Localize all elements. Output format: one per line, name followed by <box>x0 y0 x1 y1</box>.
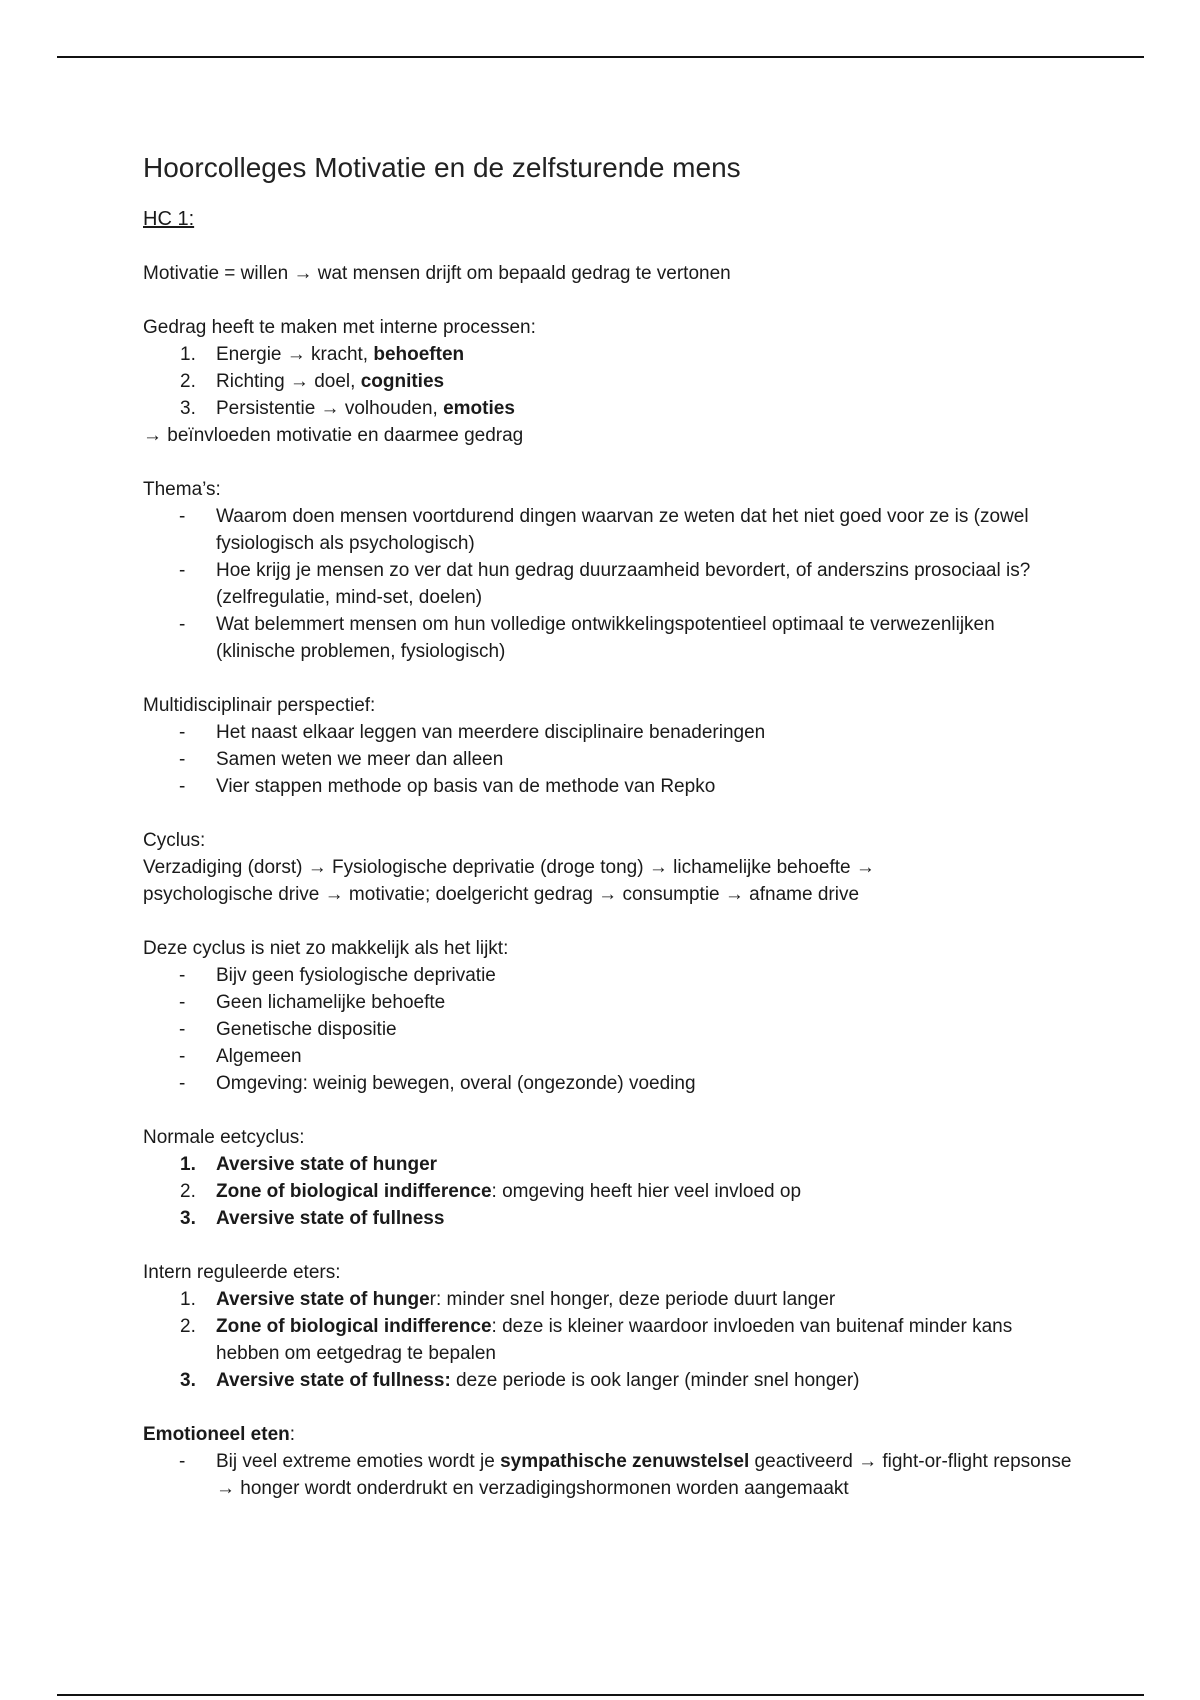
list-item: 1. Aversive state of hunger: minder snel honger, deze periode duurt langer <box>180 1289 836 1310</box>
deze-heading: Deze cyclus is niet zo makkelijk als het lijkt: <box>143 938 509 959</box>
multi-list <box>143 719 1073 800</box>
normale-heading: Normale eetcyclus: <box>143 1127 305 1148</box>
list-item: - Geen lichamelijke behoefte <box>179 992 446 1013</box>
list-item: - Wat belemmert mensen om hun volledige ontwikkelingspotentieel optimaal te verwezenlijken (klinische problemen, fysiologisch) <box>179 614 995 662</box>
list-item: - Het naast elkaar leggen van meerdere disciplinaire benaderingen <box>179 722 766 743</box>
cyclus-line: psychologische drive → motivatie; doelgericht gedrag → consumptie → afname drive <box>143 884 860 905</box>
list-item: 3. Aversive state of fullness <box>180 1208 445 1229</box>
list-item: 2. Richting → doel, cognities <box>180 371 445 392</box>
multi-heading: Multidisciplinair perspectief: <box>143 695 376 716</box>
deze-list <box>143 962 1073 1097</box>
list-item: - Vier stappen methode op basis van de methode van Repko <box>179 776 716 797</box>
list-item: 1. Energie → kracht, behoeften <box>180 344 465 365</box>
list-item: - Samen weten we meer dan alleen <box>179 749 504 770</box>
intern-list <box>143 1286 1073 1394</box>
list-item: 2. Zone of biological indifference: omgeving heeft hier veel invloed op <box>180 1181 802 1202</box>
cyclus-heading: Cyclus: <box>143 830 206 851</box>
list-item: - Hoe krijg je mensen zo ver dat hun gedrag duurzaamheid bevordert, of anderszins prosociaal is? (zelfregulatie, mind-set, doelen) <box>179 560 1031 608</box>
footer-rule <box>57 1694 1144 1696</box>
header-rule <box>57 56 1144 58</box>
list-item: 1. Aversive state of hunger <box>180 1154 438 1175</box>
document-title: Hoorcolleges Motivatie en de zelfsturende mens <box>143 152 741 183</box>
gedrag-list <box>143 341 1073 422</box>
gedrag-conclusion: → beïnvloeden motivatie en daarmee gedrag <box>143 425 524 446</box>
normale-list <box>143 1151 1073 1232</box>
list-item: - Bij veel extreme emoties wordt je sympathische zenuwstelsel geactiveerd → fight-or-flight repsonse → honger wordt onderdrukt en verzadigingshormonen worden aangemaakt <box>179 1451 1072 1499</box>
gedrag-heading: Gedrag heeft te maken met interne processen: <box>143 317 536 338</box>
themas-heading: Thema’s: <box>143 479 221 500</box>
emotioneel-heading: Emotioneel eten: <box>143 1424 296 1445</box>
emotioneel-list <box>143 1448 1073 1502</box>
list-item: - Omgeving: weinig bewegen, overal (ongezonde) voeding <box>179 1073 696 1094</box>
list-item: - Genetische dispositie <box>179 1019 397 1040</box>
motivatie-definition: Motivatie = willen → wat mensen drijft om bepaald gedrag te vertonen <box>143 263 731 284</box>
list-item: - Bijv geen fysiologische deprivatie <box>179 965 496 986</box>
intern-heading: Intern reguleerde eters: <box>143 1262 341 1283</box>
document-body <box>143 140 1073 1502</box>
list-item: - Algemeen <box>179 1046 302 1067</box>
themas-list <box>143 503 1073 665</box>
list-item: 3. Aversive state of fullness: deze periode is ook langer (minder snel honger) <box>180 1370 860 1391</box>
section-heading-hc1: HC 1: <box>143 208 195 230</box>
list-item: 2. Zone of biological indifference: deze is kleiner waardoor invloeden van buitenaf minder kans hebben om eetgedrag te bepalen <box>180 1316 1013 1364</box>
list-item: - Waarom doen mensen voortdurend dingen waarvan ze weten dat het niet goed voor ze is (zowel fysiologisch als psychologisch) <box>179 506 1029 554</box>
list-item: 3. Persistentie → volhouden, emoties <box>180 398 515 419</box>
cyclus-line: Verzadiging (dorst) → Fysiologische deprivatie (droge tong) → lichamelijke behoefte → <box>143 857 875 878</box>
